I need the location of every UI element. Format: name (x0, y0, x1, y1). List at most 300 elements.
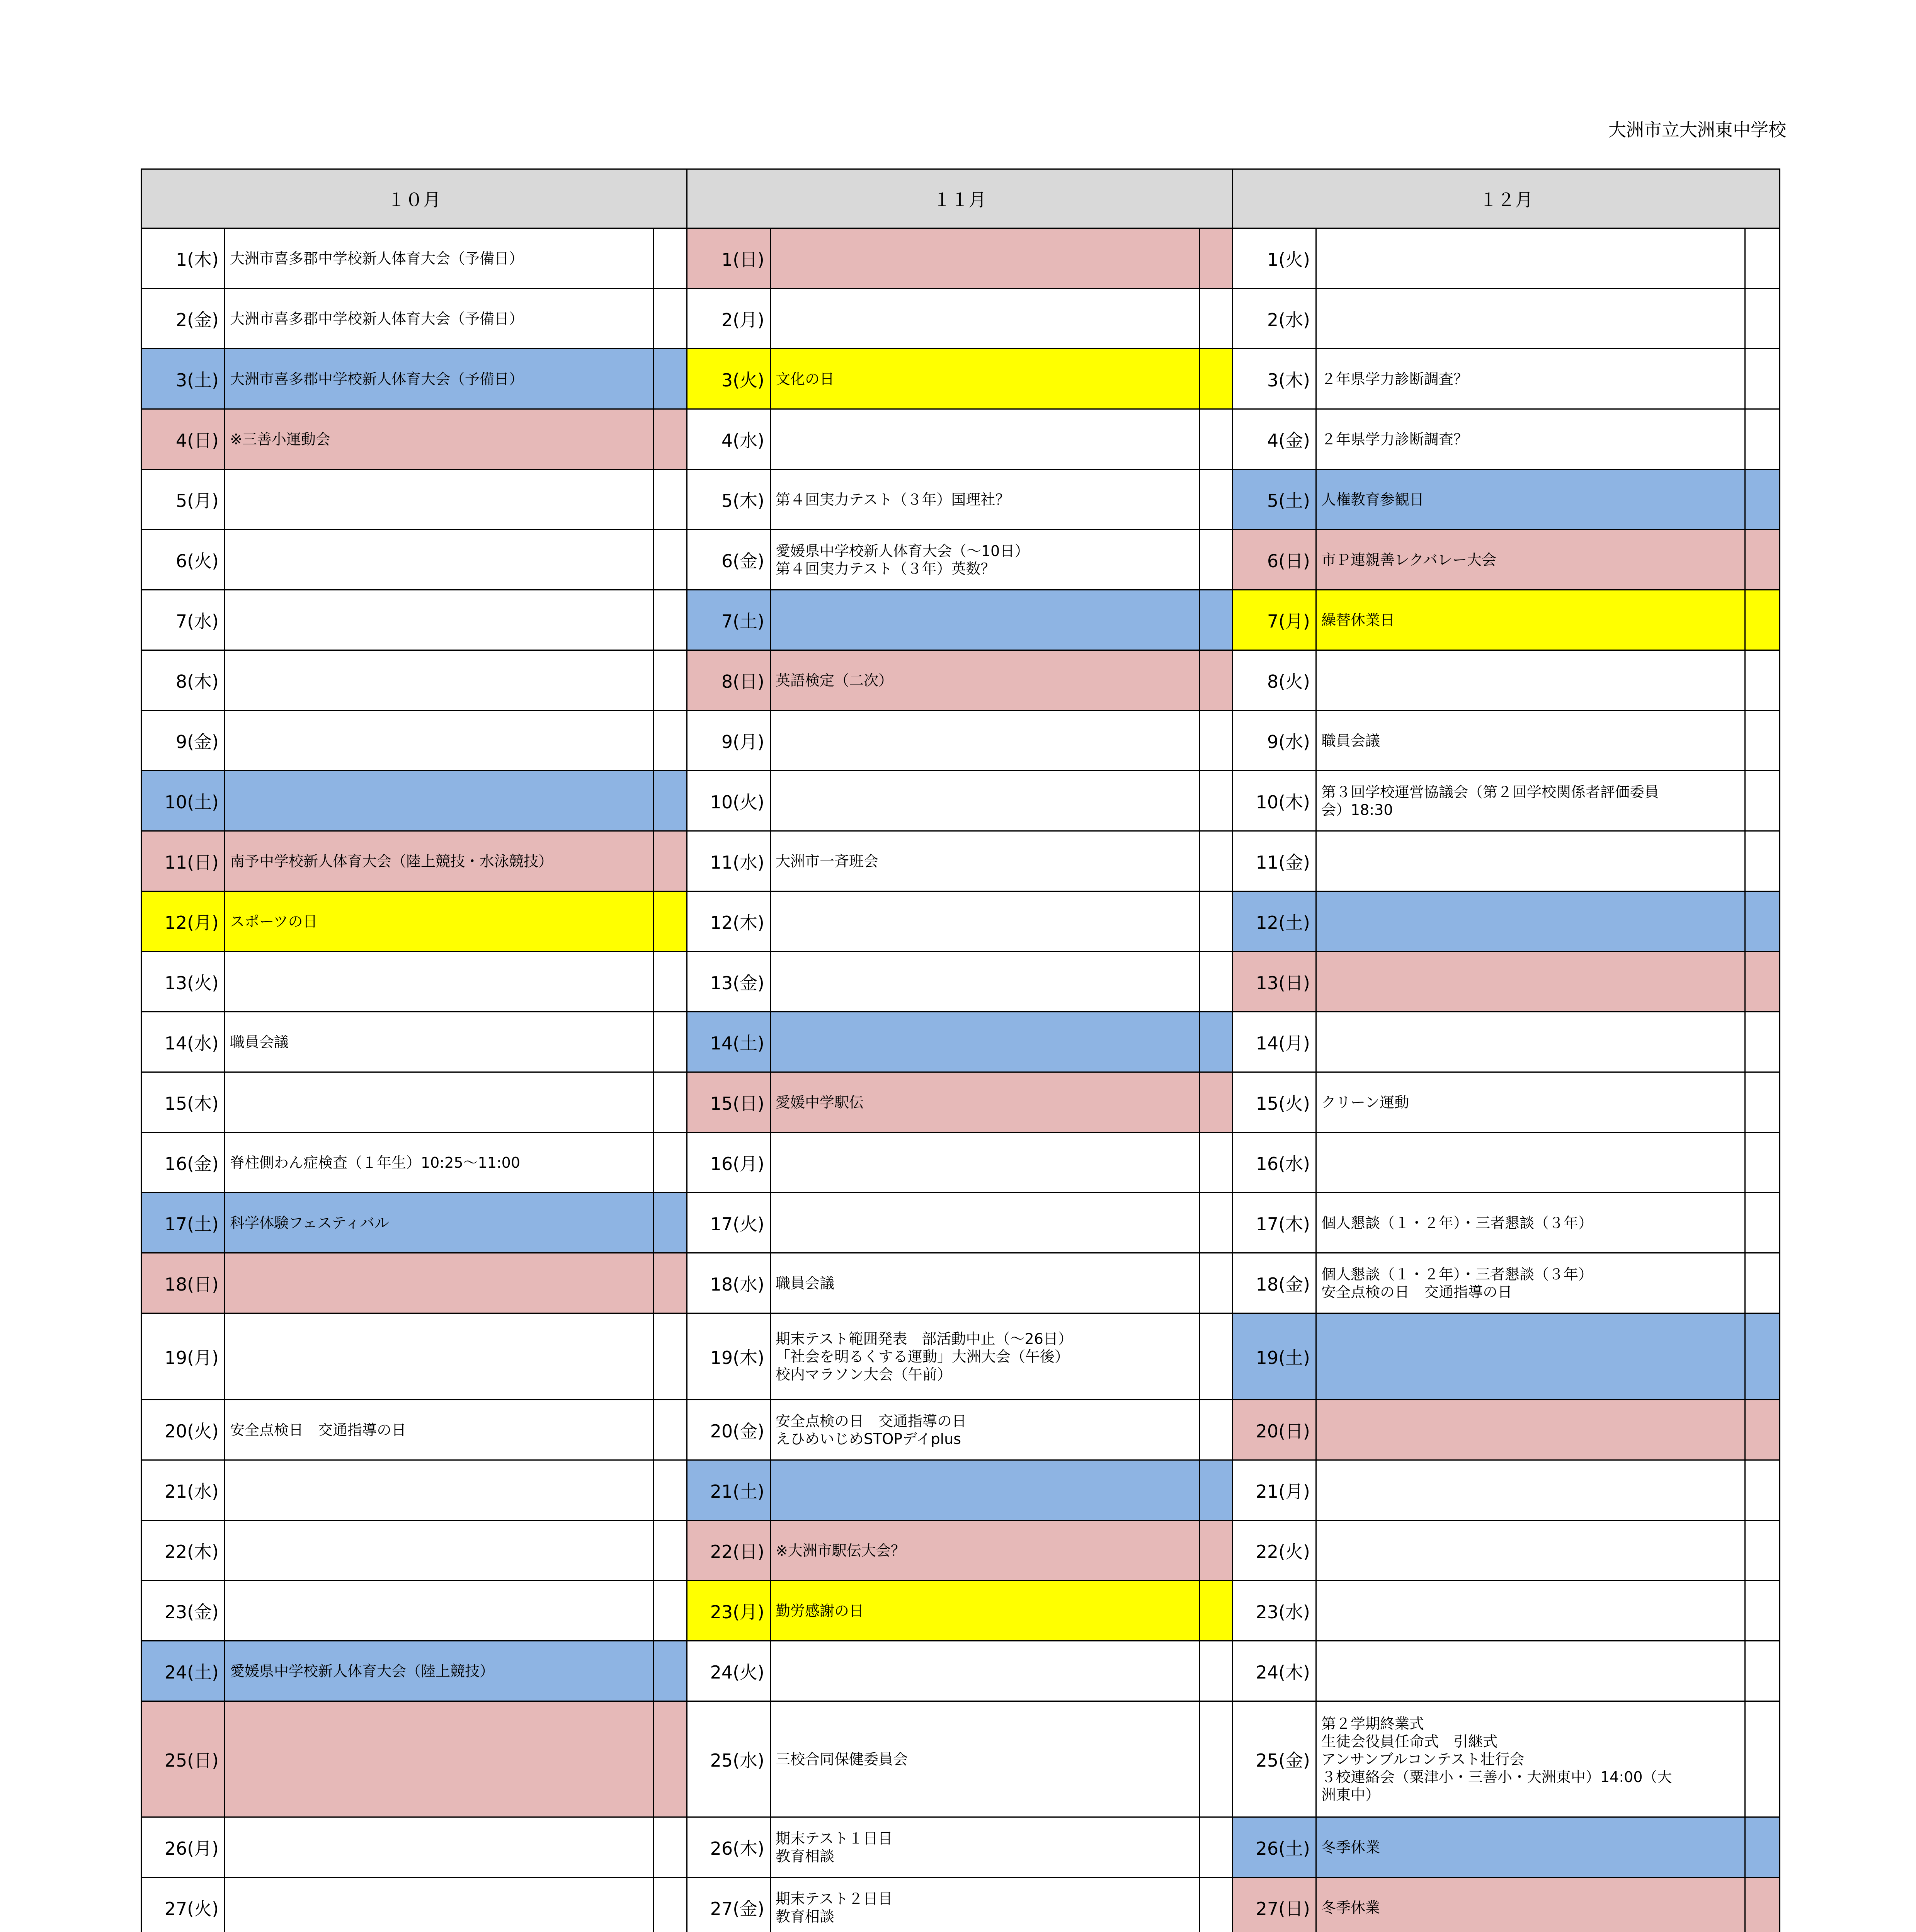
november-date-cell: 23(月) (687, 1581, 771, 1641)
october-event-cell (225, 590, 654, 650)
event-line: 教育相談 (776, 1847, 835, 1865)
december-mark-cell (1745, 530, 1780, 590)
october-event-cell (225, 1133, 654, 1193)
december-event-cell (1316, 1460, 1745, 1520)
day-row (141, 1133, 1780, 1193)
november-date-cell: 25(水) (687, 1701, 771, 1817)
november-date-cell: 12(木) (687, 891, 771, 952)
day-row (141, 1253, 1780, 1313)
october-event-cell (225, 228, 654, 289)
november-date-cell: 19(木) (687, 1313, 771, 1400)
november-mark-cell (1200, 469, 1233, 530)
event-line: 第３回学校運営協議会（第２回学校関係者評価委員 (1321, 783, 1659, 801)
october-event-cell (225, 771, 654, 831)
october-date-cell: 8(木) (141, 650, 225, 711)
october-date-cell: 20(火) (141, 1400, 225, 1460)
october-event-cell (225, 1072, 654, 1133)
november-mark-cell (1200, 1253, 1233, 1313)
november-mark-cell (1200, 952, 1233, 1012)
day-row (141, 952, 1780, 1012)
december-mark-cell (1745, 289, 1780, 349)
december-event-cell (1316, 1253, 1745, 1313)
month-header-november: １１月 (687, 169, 1233, 228)
december-date-cell: 16(水) (1233, 1133, 1316, 1193)
november-date-cell: 1(日) (687, 228, 771, 289)
day-row (141, 469, 1780, 530)
november-event-cell (771, 831, 1200, 891)
november-date-cell: 8(日) (687, 650, 771, 711)
november-date-cell: 2(月) (687, 289, 771, 349)
december-mark-cell (1745, 831, 1780, 891)
november-mark-cell (1200, 1193, 1233, 1253)
october-date-cell: 21(水) (141, 1460, 225, 1520)
november-date-cell: 21(土) (687, 1460, 771, 1520)
november-date-cell: 27(金) (687, 1878, 771, 1932)
day-row (141, 1520, 1780, 1581)
october-event-cell (225, 1460, 654, 1520)
october-mark-cell (654, 1313, 687, 1400)
october-date-cell: 19(月) (141, 1313, 225, 1400)
december-event-cell (1316, 1072, 1745, 1133)
day-row (141, 771, 1780, 831)
october-mark-cell (654, 1133, 687, 1193)
october-mark-cell (654, 469, 687, 530)
october-date-cell: 16(金) (141, 1133, 225, 1193)
december-date-cell: 15(火) (1233, 1072, 1316, 1133)
calendar-table (141, 168, 1780, 1932)
december-mark-cell (1745, 1193, 1780, 1253)
october-event-cell (225, 711, 654, 771)
december-event-cell (1316, 1520, 1745, 1581)
november-date-cell: 9(月) (687, 711, 771, 771)
october-mark-cell (654, 1641, 687, 1701)
october-event-cell (225, 650, 654, 711)
december-mark-cell (1745, 711, 1780, 771)
november-event-cell (771, 1400, 1200, 1460)
november-date-cell: 17(火) (687, 1193, 771, 1253)
december-mark-cell (1745, 1253, 1780, 1313)
october-date-cell: 14(水) (141, 1012, 225, 1072)
december-date-cell: 27(日) (1233, 1878, 1316, 1932)
day-row (141, 1701, 1780, 1817)
event-line: 個人懇談（１・２年）・三者懇談（３年） (1321, 1265, 1593, 1283)
december-mark-cell (1745, 1012, 1780, 1072)
day-row (141, 1193, 1780, 1253)
event-line: ※大洲市駅伝大会？ (776, 1542, 905, 1559)
november-mark-cell (1200, 590, 1233, 650)
october-mark-cell (654, 771, 687, 831)
october-event-cell (225, 1641, 654, 1701)
december-date-cell: 23(水) (1233, 1581, 1316, 1641)
december-date-cell: 18(金) (1233, 1253, 1316, 1313)
november-mark-cell (1200, 1701, 1233, 1817)
november-date-cell: 15(日) (687, 1072, 771, 1133)
month-header-october: １０月 (141, 169, 687, 228)
event-line: 三校合同保健委員会 (776, 1750, 908, 1768)
event-line: 生徒会役員任命式 引継式 (1321, 1733, 1498, 1750)
october-date-cell: 3(土) (141, 349, 225, 409)
november-event-cell (771, 1253, 1200, 1313)
event-line: 勤労感謝の日 (776, 1602, 864, 1619)
november-mark-cell (1200, 289, 1233, 349)
day-row (141, 1641, 1780, 1701)
december-mark-cell (1745, 650, 1780, 711)
december-date-cell: 4(金) (1233, 409, 1316, 469)
october-date-cell: 17(土) (141, 1193, 225, 1253)
october-date-cell: 6(火) (141, 530, 225, 590)
november-event-cell (771, 530, 1200, 590)
december-event-cell (1316, 289, 1745, 349)
event-line: 愛媛県中学校新人体育大会（～10日） (776, 542, 1029, 560)
december-date-cell: 9(水) (1233, 711, 1316, 771)
month-header-december: １２月 (1233, 169, 1780, 228)
december-mark-cell (1745, 952, 1780, 1012)
november-event-cell (771, 469, 1200, 530)
event-line: 職員会議 (776, 1274, 835, 1292)
day-row (141, 349, 1780, 409)
december-date-cell: 14(月) (1233, 1012, 1316, 1072)
day-row (141, 289, 1780, 349)
event-line: ※三善小運動会 (230, 430, 330, 448)
november-event-cell (771, 228, 1200, 289)
december-mark-cell (1745, 228, 1780, 289)
event-line: 市Ｐ連親善レクバレー大会 (1321, 551, 1496, 568)
november-date-cell: 6(金) (687, 530, 771, 590)
october-date-cell: 7(水) (141, 590, 225, 650)
october-mark-cell (654, 711, 687, 771)
day-row (141, 530, 1780, 590)
december-event-cell (1316, 349, 1745, 409)
december-event-cell (1316, 1701, 1745, 1817)
december-event-cell (1316, 469, 1745, 530)
event-line: 職員会議 (1321, 732, 1380, 749)
event-line: アンサンブルコンテスト壮行会 (1321, 1750, 1525, 1768)
event-line: クリーン運動 (1321, 1094, 1409, 1111)
december-mark-cell (1745, 1400, 1780, 1460)
event-line: 校内マラソン大会（午前） (776, 1366, 952, 1383)
november-mark-cell (1200, 1313, 1233, 1400)
november-mark-cell (1200, 1012, 1233, 1072)
event-line: 教育相談 (776, 1908, 835, 1925)
october-mark-cell (654, 228, 687, 289)
day-row (141, 891, 1780, 952)
december-event-cell (1316, 1193, 1745, 1253)
november-date-cell: 13(金) (687, 952, 771, 1012)
december-event-cell (1316, 530, 1745, 590)
october-event-cell (225, 349, 654, 409)
november-event-cell (771, 650, 1200, 711)
day-row (141, 1878, 1780, 1932)
october-event-cell (225, 1253, 654, 1313)
december-date-cell: 5(土) (1233, 469, 1316, 530)
october-date-cell: 12(月) (141, 891, 225, 952)
october-mark-cell (654, 650, 687, 711)
event-line: 科学体験フェスティバル (230, 1214, 390, 1231)
november-date-cell: 5(木) (687, 469, 771, 530)
day-row (141, 1072, 1780, 1133)
event-line: ２年県学力診断調査？ (1321, 370, 1468, 388)
october-event-cell (225, 1817, 654, 1878)
november-date-cell: 20(金) (687, 1400, 771, 1460)
event-line: 個人懇談（１・２年）・三者懇談（３年） (1321, 1214, 1593, 1231)
december-mark-cell (1745, 1701, 1780, 1817)
december-mark-cell (1745, 1520, 1780, 1581)
day-row (141, 590, 1780, 650)
october-event-cell (225, 1878, 654, 1932)
november-mark-cell (1200, 771, 1233, 831)
october-date-cell: 2(金) (141, 289, 225, 349)
day-row (141, 1817, 1780, 1878)
event-line: ２年県学力診断調査？ (1321, 430, 1468, 448)
event-line: 愛媛県中学校新人体育大会（陸上競技） (230, 1662, 495, 1680)
november-date-cell: 18(水) (687, 1253, 771, 1313)
december-mark-cell (1745, 1817, 1780, 1878)
event-line: 冬季休業 (1321, 1838, 1380, 1856)
event-line: スポーツの日 (230, 913, 318, 930)
october-event-cell (225, 289, 654, 349)
november-mark-cell (1200, 891, 1233, 952)
october-date-cell: 10(土) (141, 771, 225, 831)
december-date-cell: 17(木) (1233, 1193, 1316, 1253)
month-header-row (141, 169, 1780, 228)
november-mark-cell (1200, 228, 1233, 289)
day-row (141, 831, 1780, 891)
october-event-cell (225, 1581, 654, 1641)
november-mark-cell (1200, 1878, 1233, 1932)
october-mark-cell (654, 1072, 687, 1133)
december-event-cell (1316, 409, 1745, 469)
november-mark-cell (1200, 1072, 1233, 1133)
day-row (141, 1400, 1780, 1460)
october-date-cell: 11(日) (141, 831, 225, 891)
december-date-cell: 19(土) (1233, 1313, 1316, 1400)
november-date-cell: 11(水) (687, 831, 771, 891)
december-event-cell (1316, 952, 1745, 1012)
october-event-cell (225, 409, 654, 469)
december-mark-cell (1745, 349, 1780, 409)
december-date-cell: 6(日) (1233, 530, 1316, 590)
october-date-cell: 15(木) (141, 1072, 225, 1133)
november-mark-cell (1200, 1400, 1233, 1460)
event-line: 「社会を明るくする運動」大洲大会（午後） (776, 1348, 1070, 1365)
november-mark-cell (1200, 711, 1233, 771)
october-mark-cell (654, 1817, 687, 1878)
december-date-cell: 24(木) (1233, 1641, 1316, 1701)
december-date-cell: 7(月) (1233, 590, 1316, 650)
december-event-cell (1316, 1581, 1745, 1641)
december-date-cell: 20(日) (1233, 1400, 1316, 1460)
october-event-cell (225, 1012, 654, 1072)
november-mark-cell (1200, 831, 1233, 891)
october-date-cell: 23(金) (141, 1581, 225, 1641)
november-mark-cell (1200, 1133, 1233, 1193)
december-date-cell: 1(火) (1233, 228, 1316, 289)
event-line: 安全点検の日 交通指導の日 (1321, 1283, 1513, 1301)
event-line: 文化の日 (776, 370, 835, 388)
december-mark-cell (1745, 1641, 1780, 1701)
november-event-cell (771, 771, 1200, 831)
november-date-cell: 14(土) (687, 1012, 771, 1072)
october-mark-cell (654, 289, 687, 349)
december-event-cell (1316, 228, 1745, 289)
october-event-cell (225, 469, 654, 530)
october-mark-cell (654, 891, 687, 952)
event-line: 期末テスト２日目 (776, 1890, 893, 1907)
november-mark-cell (1200, 1581, 1233, 1641)
november-event-cell (771, 289, 1200, 349)
event-line: 南予中学校新人体育大会（陸上競技・水泳競技） (230, 852, 553, 870)
event-line: 大洲市喜多郡中学校新人体育大会（予備日） (230, 310, 524, 327)
december-mark-cell (1745, 1878, 1780, 1932)
november-mark-cell (1200, 349, 1233, 409)
october-mark-cell (654, 590, 687, 650)
october-mark-cell (654, 1253, 687, 1313)
event-line: 大洲市一斉班会 (776, 852, 879, 870)
november-mark-cell (1200, 650, 1233, 711)
december-event-cell (1316, 1133, 1745, 1193)
day-row (141, 1313, 1780, 1400)
day-row (141, 409, 1780, 469)
october-event-cell (225, 952, 654, 1012)
october-event-cell (225, 1400, 654, 1460)
december-event-cell (1316, 1817, 1745, 1878)
december-date-cell: 21(月) (1233, 1460, 1316, 1520)
event-line: 冬季休業 (1321, 1899, 1380, 1916)
december-date-cell: 3(木) (1233, 349, 1316, 409)
event-line: 繰替休業日 (1321, 611, 1395, 629)
december-date-cell: 11(金) (1233, 831, 1316, 891)
event-line: 英語検定（二次） (776, 672, 893, 689)
november-event-cell (771, 1313, 1200, 1400)
november-event-cell (771, 590, 1200, 650)
november-event-cell (771, 1460, 1200, 1520)
event-line: 人権教育参観日 (1321, 491, 1424, 508)
november-date-cell: 22(日) (687, 1520, 771, 1581)
december-event-cell (1316, 1313, 1745, 1400)
november-event-cell (771, 1072, 1200, 1133)
december-event-cell (1316, 1400, 1745, 1460)
event-line: 会）18:30 (1321, 801, 1393, 818)
day-row (141, 228, 1780, 289)
event-line: 大洲市喜多郡中学校新人体育大会（予備日） (230, 370, 524, 388)
event-line: 第４回実力テスト（３年）国理社？ (776, 491, 1010, 508)
november-event-cell (771, 1878, 1200, 1932)
october-event-cell (225, 891, 654, 952)
november-date-cell: 4(水) (687, 409, 771, 469)
december-date-cell: 12(土) (1233, 891, 1316, 952)
november-date-cell: 3(火) (687, 349, 771, 409)
november-date-cell: 26(木) (687, 1817, 771, 1878)
november-date-cell: 7(土) (687, 590, 771, 650)
october-date-cell: 4(日) (141, 409, 225, 469)
november-mark-cell (1200, 1641, 1233, 1701)
october-event-cell (225, 831, 654, 891)
october-date-cell: 25(日) (141, 1701, 225, 1817)
october-date-cell: 26(月) (141, 1817, 225, 1878)
october-mark-cell (654, 530, 687, 590)
october-date-cell: 9(金) (141, 711, 225, 771)
october-date-cell: 5(月) (141, 469, 225, 530)
december-event-cell (1316, 1641, 1745, 1701)
october-date-cell: 24(土) (141, 1641, 225, 1701)
october-mark-cell (654, 1581, 687, 1641)
day-row (141, 1581, 1780, 1641)
december-date-cell: 25(金) (1233, 1701, 1316, 1817)
event-line: 期末テスト１日目 (776, 1830, 893, 1847)
day-row (141, 650, 1780, 711)
november-date-cell: 10(火) (687, 771, 771, 831)
october-mark-cell (654, 409, 687, 469)
december-mark-cell (1745, 1133, 1780, 1193)
december-mark-cell (1745, 1072, 1780, 1133)
december-mark-cell (1745, 469, 1780, 530)
october-event-cell (225, 1193, 654, 1253)
december-date-cell: 22(火) (1233, 1520, 1316, 1581)
december-event-cell (1316, 1012, 1745, 1072)
october-mark-cell (654, 349, 687, 409)
day-row (141, 711, 1780, 771)
october-event-cell (225, 1313, 654, 1400)
november-event-cell (771, 1817, 1200, 1878)
event-line: 安全点検の日 交通指導の日 (776, 1412, 967, 1430)
event-line: 脊柱側わん症検査（１年生）10:25～11:00 (230, 1154, 521, 1171)
december-mark-cell (1745, 1460, 1780, 1520)
event-line: 大洲市喜多郡中学校新人体育大会（予備日） (230, 250, 524, 267)
november-event-cell (771, 891, 1200, 952)
october-mark-cell (654, 1701, 687, 1817)
day-row (141, 1460, 1780, 1520)
november-event-cell (771, 1012, 1200, 1072)
october-mark-cell (654, 1400, 687, 1460)
december-mark-cell (1745, 1581, 1780, 1641)
october-mark-cell (654, 1012, 687, 1072)
event-line: えひめいじめSTOPデイplus (776, 1430, 961, 1447)
october-mark-cell (654, 1878, 687, 1932)
event-line: 第４回実力テスト（３年）英数？ (776, 560, 995, 577)
december-date-cell: 2(水) (1233, 289, 1316, 349)
december-mark-cell (1745, 891, 1780, 952)
december-event-cell (1316, 590, 1745, 650)
november-event-cell (771, 711, 1200, 771)
october-event-cell (225, 530, 654, 590)
event-line: 第２学期終業式 (1321, 1715, 1424, 1732)
calendar-body (141, 228, 1780, 1932)
november-event-cell (771, 1641, 1200, 1701)
december-event-cell (1316, 891, 1745, 952)
november-mark-cell (1200, 1817, 1233, 1878)
event-line: 期末テスト範囲発表 部活動中止（～26日） (776, 1330, 1073, 1347)
event-line: 安全点検日 交通指導の日 (230, 1421, 407, 1439)
december-date-cell: 10(木) (1233, 771, 1316, 831)
december-event-cell (1316, 771, 1745, 831)
december-mark-cell (1745, 1313, 1780, 1400)
november-date-cell: 24(火) (687, 1641, 771, 1701)
november-event-cell (771, 349, 1200, 409)
november-mark-cell (1200, 530, 1233, 590)
november-date-cell: 16(月) (687, 1133, 771, 1193)
november-event-cell (771, 1133, 1200, 1193)
december-mark-cell (1745, 590, 1780, 650)
october-event-cell (225, 1701, 654, 1817)
october-date-cell: 22(木) (141, 1520, 225, 1581)
october-mark-cell (654, 1193, 687, 1253)
november-event-cell (771, 1701, 1200, 1817)
december-date-cell: 26(土) (1233, 1817, 1316, 1878)
october-date-cell: 1(木) (141, 228, 225, 289)
december-event-cell (1316, 831, 1745, 891)
october-date-cell: 27(火) (141, 1878, 225, 1932)
november-event-cell (771, 1193, 1200, 1253)
